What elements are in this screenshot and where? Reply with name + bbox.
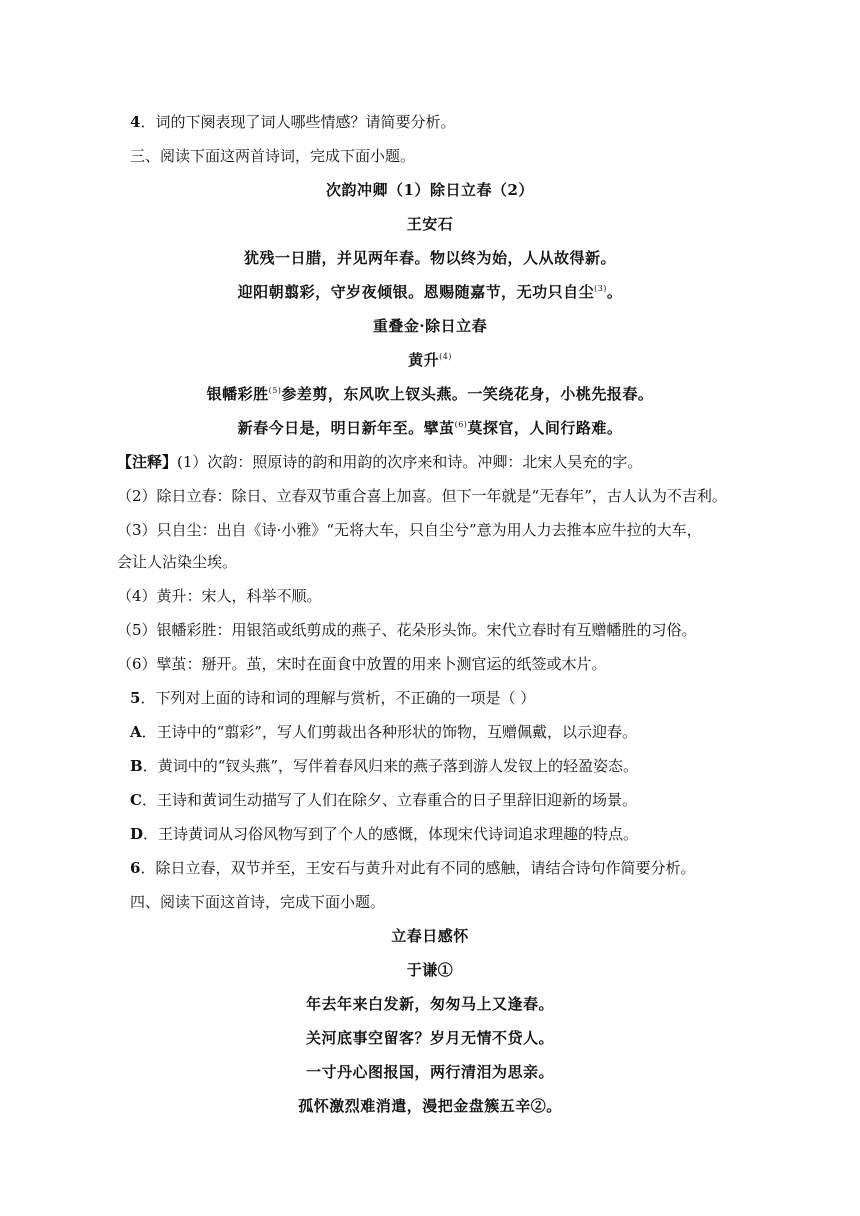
- question-5: [130, 688, 535, 708]
- poem-3-line-2: 关河底事空留客？岁月无情不贷人。: [305, 1029, 554, 1047]
- poem-1-title: 次韵冲卿（1）除日立春（2）: [326, 181, 534, 199]
- poem-3-title: 立春日感怀: [391, 927, 469, 945]
- question-4: [130, 112, 455, 132]
- note-3: （3）只自尘：出自《诗·小雅》“无将大车，只自尘兮”意为用人力去推本应牛拉的大车，: [117, 521, 702, 539]
- question-6: [130, 858, 695, 878]
- option-c: [130, 790, 637, 810]
- poem-3-line-4: 孤怀激烈难消遣，漫把金盘簇五辛②。: [298, 1097, 562, 1115]
- option-b: [130, 756, 638, 776]
- section-4-heading: 四、阅读下面这首诗，完成下面小题。: [130, 893, 386, 911]
- option-text: ．黄词中的“钗头燕”，写伴着春风归来的燕子落到游人发钗上的轻盈姿态。: [142, 757, 639, 775]
- notes-label: 【注释】: [117, 453, 178, 471]
- option-text: ．王诗中的“翦彩”，写人们剪裁出各种形状的饰物，互赠佩戴，以示迎春。: [141, 723, 637, 741]
- question-number: 5: [130, 689, 141, 707]
- poem-3-author: 于谦①: [406, 961, 454, 979]
- option-text: ．王诗黄词从习俗风物写到了个人的感慨，体现宋代诗词追求理趣的特点。: [143, 825, 639, 843]
- note-1: 【注释】(1）次韵：照原诗的韵和用韵的次序来和诗。冲卿：北宋人吴充的字。: [117, 453, 643, 471]
- note-6: （6）擘茧：掰开。茧，宋时在面食中放置的用来卜测官运的纸签或木片。: [117, 655, 607, 673]
- footnote-marker: (3): [594, 284, 607, 293]
- poem-1-line-1: 犹残一日腊，并见两年春。物以终为始，人从故得新。: [243, 249, 616, 267]
- question-text: ．除日立春，双节并至，王安石与黄升对此有不同的感触，请结合诗句作简要分析。: [140, 859, 696, 877]
- option-label: A: [130, 723, 142, 741]
- option-a: [130, 722, 637, 742]
- option-label: D: [130, 825, 144, 843]
- note-4: （4）黄升：宋人，科举不顺。: [117, 587, 322, 605]
- option-label: B: [130, 757, 143, 775]
- note-3-continued: 会让人沾染尘埃。: [117, 553, 238, 571]
- poem-1-author: 王安石: [406, 215, 454, 233]
- poem-3-line-3: 一寸丹心图报国，两行清泪为思亲。: [305, 1063, 554, 1081]
- poem-2-title: 重叠金·除日立春: [372, 317, 488, 335]
- option-text: ．王诗和黄词生动描写了人们在除夕、立春重合的日子里辞旧迎新的场景。: [141, 791, 637, 809]
- question-number: 6: [130, 859, 141, 877]
- footnote-marker: (4): [439, 352, 452, 361]
- poem-3-line-1: 年去年来白发新，匆匆马上又逢春。: [305, 995, 554, 1013]
- option-d: [130, 824, 638, 844]
- option-label: C: [130, 791, 142, 809]
- question-text: ．词的下阕表现了词人哪些情感？请简要分析。: [140, 113, 456, 131]
- question-number: 4: [130, 113, 141, 131]
- poem-2-line-1: 银幡彩胜$^{(5)}$参差剪，东风吹上钗头燕。一笑绕花身，小桃先报春。: [206, 385, 654, 403]
- note-5: （5）银幡彩胜：用银箔或纸剪成的燕子、花朵形头饰。宋代立春时有互赠幡胜的习俗。: [117, 621, 697, 639]
- note-2: （2）除日立春：除日、立春双节重合喜上加喜。但下一年就是“无春年”，古人认为不吉利。: [117, 487, 727, 505]
- poem-2-author: 黄升$^{(4)}$: [408, 351, 452, 369]
- section-3-heading: 三、阅读下面这两首诗词，完成下面小题。: [130, 147, 416, 165]
- poem-1-line-2: 迎阳朝翦彩，守岁夜倾银。恩赐随嘉节，无功只自尘$^{(3)}$。: [237, 283, 623, 301]
- poem-2-line-2: 新春今日是，明日新年至。擘茧$^{(6)}$莫探官，人间行路难。: [237, 419, 623, 437]
- footnote-marker: (5): [268, 386, 282, 395]
- question-text: ．下列对上面的诗和词的理解与赏析，不正确的一项是（ ）: [140, 689, 536, 707]
- footnote-marker: (6): [454, 420, 468, 429]
